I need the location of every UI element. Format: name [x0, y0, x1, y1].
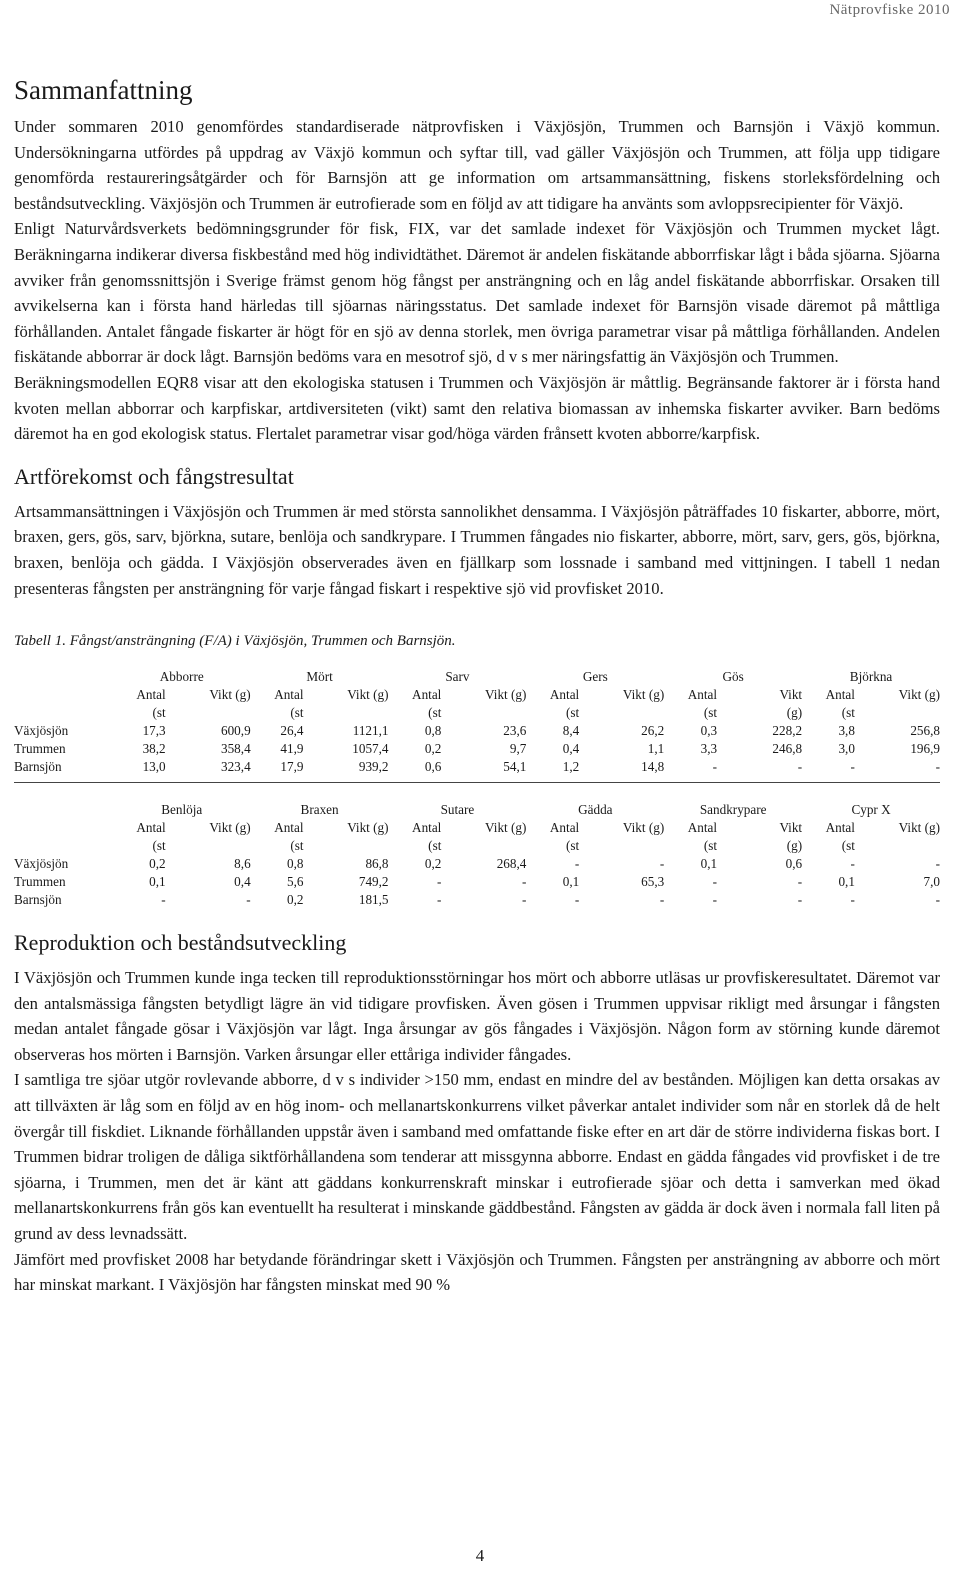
weight-value: 323,4: [220, 759, 251, 775]
reproduction-paragraph: Jämfört med provfisket 2008 har betydande förändringar skett i Växjösjön och Trummen. Fångsten per ansträngning av abborre och mört har minskat markant. I Växjösjön har fångsten minskat med 90 %: [14, 1249, 940, 1295]
count-value: 0,2: [287, 892, 304, 908]
weight-value: 358,4: [220, 741, 251, 757]
weight-value: -: [521, 892, 527, 908]
lake-name: Växjösjön: [14, 723, 69, 739]
count-value: 0,3: [700, 723, 718, 739]
unit-label-count: (st: [290, 838, 304, 854]
section-title-species: Artförekomst och fångstresultat: [14, 463, 294, 489]
summary-paragraph: Under sommaren 2010 genomfördes standardiserade nätprovfisken i Växjösjön, Trummen och Barnsjön i Växjö kommun. Undersökningarna utfördes på uppdrag av Växjö kommun och syftar till, vad gäller Växjösjön och Trummen, att följa upp tidigare genomförda restaureringsåtgärder och för Barnsjön att ge information om artsammansättning, fiskens storleksfördelning och beståndsutveckling. Växjösjön och Trummen är eutrofierade som en följd av att tidigare ha använts som avloppsrecipienter för Växjö.: [14, 117, 940, 213]
count-value: 0,1: [562, 874, 580, 890]
count-value: 3,8: [838, 723, 855, 739]
weight-value: -: [246, 892, 251, 908]
species-header: Cypr X: [851, 802, 891, 818]
weight-value: 0,4: [234, 874, 251, 890]
unit-label-weight: Vikt: [779, 687, 803, 703]
section-title-summary: Sammanfattning: [14, 75, 193, 105]
species-header: Sandkrypare: [699, 802, 767, 818]
species-header: Sarv: [445, 669, 470, 685]
unit-label-count: (st: [841, 705, 855, 721]
unit-label-weight: Vikt (g): [485, 820, 527, 836]
weight-value: -: [935, 892, 940, 908]
weight-value: 65,3: [641, 874, 665, 890]
unit-label-count: (st: [428, 705, 442, 721]
count-value: -: [161, 892, 166, 908]
unit-label-count: Antal: [825, 687, 855, 703]
summary-paragraph: Enligt Naturvårdsverkets bedömningsgrunder för fisk, FIX, var det samlade indexet för Växjösjön och Trummen mycket lågt. Beräkningarna indikerar diversa fiskbestånd med hög individtäthet. Däremot är andelen fiskätande abborrfiskar lågt i båda sjöarna. Sjöarna avviker från genomssnittsjön i Sverige främst genom hög fångst per ansträngning och en låg andel fiskätande abborrfiskar. Orsaken till avvikelserna kan i första hand härledas till sjöarnas näringsstatus. Det samlade indexet för Barnsjön visade däremot på måttliga förhållanden. Antalet fångade fiskarter är högt för en sjö av denna storlek, men övriga parametrar visar på måttliga förhållanden. Andelen fiskätande abborrar är dock lågt. Barnsjön bedöms vara en mesotrof sjö, d v s mer näringsfattig än Växjösjön och Trummen.: [14, 219, 940, 367]
catch-table-block: [14, 668, 940, 783]
weight-value: 749,2: [358, 874, 389, 890]
count-value: 0,4: [562, 741, 580, 757]
unit-label-count: Antal: [687, 820, 718, 836]
unit-label-weight: Vikt (g): [898, 687, 940, 703]
count-value: -: [436, 874, 442, 890]
weight-value: -: [521, 874, 527, 890]
weight-value: 268,4: [496, 856, 527, 872]
species-header: Braxen: [300, 802, 339, 818]
weight-value: -: [659, 892, 665, 908]
catch-table-block: [14, 801, 940, 909]
count-value: 5,6: [287, 874, 304, 890]
weight-value: 0,6: [785, 856, 803, 872]
unit-label-weight: Vikt (g): [485, 687, 527, 703]
count-value: 3,3: [700, 741, 718, 757]
table-row: [14, 891, 940, 909]
count-value: 38,2: [142, 741, 166, 757]
unit-label-weight: [166, 837, 251, 855]
table-row: [14, 740, 940, 758]
unit-label-weight: Vikt (g): [347, 687, 389, 703]
species-header: Abborre: [159, 669, 204, 685]
row-label-empty: [14, 819, 113, 837]
species-header: Sutare: [440, 802, 475, 818]
row-label-empty: [14, 668, 113, 686]
count-value: -: [574, 892, 580, 908]
unit-header-row: [14, 686, 940, 704]
unit-label-count: Antal: [825, 820, 855, 836]
table-row: [14, 873, 940, 891]
table-row: [14, 722, 940, 740]
count-value: -: [712, 759, 718, 775]
row-label-empty: [14, 686, 113, 704]
unit-header-row: [14, 837, 940, 855]
unit-label-weight: Vikt (g): [622, 820, 665, 836]
species-header-row: [14, 668, 940, 686]
unit-header-row: [14, 819, 940, 837]
weight-value: 54,1: [503, 759, 527, 775]
species-header-row: [14, 801, 940, 819]
unit-label-count: Antal: [549, 687, 580, 703]
count-value: 3,0: [838, 741, 855, 757]
running-header: Nätprovfiske 2010: [829, 2, 950, 18]
count-value: 26,4: [280, 723, 304, 739]
unit-label-count: (st: [703, 705, 718, 721]
page-number: 4: [475, 1546, 485, 1565]
count-value: -: [850, 759, 855, 775]
species-header: Björkna: [849, 669, 893, 685]
unit-label-count: Antal: [412, 687, 442, 703]
weight-value: 939,2: [358, 759, 389, 775]
unit-label-weight: Vikt (g): [898, 820, 940, 836]
weight-value: 23,6: [503, 723, 527, 739]
weight-value: 1121,1: [352, 723, 389, 739]
unit-label-count: Antal: [136, 687, 166, 703]
count-value: 0,1: [700, 856, 718, 872]
table-row: [14, 855, 940, 873]
count-value: 0,2: [424, 856, 442, 872]
count-value: -: [574, 856, 580, 872]
count-value: 0,6: [424, 759, 442, 775]
unit-label-weight: [441, 704, 526, 722]
weight-value: 7,0: [923, 874, 940, 890]
table-caption: Tabell 1. Fångst/ansträngning (F/A) i Växjösjön, Trummen och Barnsjön.: [14, 633, 456, 650]
species-header: Benlöja: [161, 802, 203, 818]
count-value: 0,8: [287, 856, 304, 872]
lake-name: Trummen: [14, 874, 66, 890]
unit-label-weight: Vikt (g): [622, 687, 665, 703]
unit-label-count: (st: [703, 838, 718, 854]
unit-label-count: Antal: [687, 687, 718, 703]
weight-value: 9,7: [509, 741, 527, 757]
weight-value: -: [797, 759, 803, 775]
weight-value: 228,2: [772, 723, 803, 739]
unit-label-count: Antal: [274, 820, 304, 836]
count-value: 8,4: [562, 723, 580, 739]
count-value: -: [850, 856, 855, 872]
unit-label-count: (st: [566, 838, 580, 854]
weight-value: 26,2: [641, 723, 665, 739]
count-value: 0,2: [424, 741, 442, 757]
species-header: Mört: [306, 669, 333, 685]
lake-name: Växjösjön: [14, 856, 69, 872]
lake-name: Barnsjön: [14, 759, 62, 775]
unit-label-weight: [855, 704, 940, 722]
unit-label-weight: Vikt: [779, 820, 803, 836]
count-value: 0,1: [149, 874, 166, 890]
unit-label-weight: Vikt (g): [347, 820, 389, 836]
count-value: -: [712, 892, 718, 908]
document-body: [14, 64, 940, 1298]
weight-value: 181,5: [358, 892, 389, 908]
weight-value: -: [797, 874, 803, 890]
weight-value: -: [797, 892, 803, 908]
weight-value: 600,9: [220, 723, 251, 739]
unit-label-count: (st: [841, 838, 855, 854]
weight-value: 1,1: [647, 741, 665, 757]
weight-value: -: [935, 759, 940, 775]
weight-value: -: [659, 856, 665, 872]
unit-label-weight: [441, 837, 526, 855]
unit-label-count: Antal: [136, 820, 166, 836]
unit-label-count: (st: [290, 705, 304, 721]
count-value: 0,1: [838, 874, 855, 890]
unit-label-count: Antal: [274, 687, 304, 703]
unit-label-weight: (g): [786, 705, 803, 721]
row-label-empty: [14, 801, 113, 819]
unit-label-weight: Vikt (g): [209, 687, 251, 703]
unit-label-count: (st: [152, 705, 166, 721]
catch-table-1: [14, 668, 940, 783]
count-value: 17,9: [280, 759, 304, 775]
unit-label-count: Antal: [412, 820, 442, 836]
unit-label-weight: [855, 837, 940, 855]
section-title-reproduction: Reproduktion och beståndsutveckling: [14, 930, 347, 956]
table-divider: [14, 776, 940, 783]
unit-label-count: Antal: [549, 820, 580, 836]
unit-label-weight: [304, 704, 389, 722]
unit-label-count: (st: [152, 838, 166, 854]
reproduction-paragraph: I samtliga tre sjöar utgör rovlevande abborre, d v s individer >150 mm, endast en mindre del av bestånden. Möjligen kan detta orsakas av att tillväxten är låg som en följd av en hög inom- och mellanartskonkurrens vilket påverkar antalet individer som når en storlek då de helt övergår till fiskdiet. Liknande förhållanden uppstår även i samband med omfattande fiske efter en art där de större individerna fiskas bort. I Trummen bidrar troligen de dåliga siktförhållandena som tenderar att missgynna abborre. Endast en gädda fångades vid provfisket i de tre sjöarna, i Trummen, men det är känt att gäddans konkurrenskraft minskar i eutrofierade sjöar och detta i samverkan med ökad mellanartskonkurrens från gös kan eventuellt ha resulterat i minskande gäddbestånd. Fångsten av gädda är dock även i normala fall liten på grund av dess levnadssätt.: [14, 1070, 940, 1244]
weight-value: -: [935, 856, 940, 872]
unit-label-count: (st: [428, 838, 442, 854]
count-value: -: [712, 874, 718, 890]
lake-name: Trummen: [14, 741, 66, 757]
weight-value: 1057,4: [352, 741, 389, 757]
row-label-empty: [14, 837, 113, 855]
weight-value: 196,9: [910, 741, 940, 757]
weight-value: 86,8: [365, 856, 389, 872]
count-value: 1,2: [562, 759, 580, 775]
count-value: 41,9: [280, 741, 304, 757]
unit-label-weight: [166, 704, 251, 722]
table-row: [14, 758, 940, 776]
weight-value: 8,6: [234, 856, 251, 872]
species-header: Gös: [722, 669, 744, 685]
count-value: -: [436, 892, 442, 908]
species-header: Gädda: [578, 802, 613, 818]
count-value: 17,3: [142, 723, 166, 739]
species-paragraph: Artsammansättningen i Växjösjön och Trummen är med största sannolikhet densamma. I Växjösjön påträffades 10 fiskarter, abborre, mört, braxen, gers, gös, sarv, björkna, sutare, benlöja och sandkrypare. I Trummen fångades nio fiskarter, abborre, mört, sarv, gers, gös, björkna, braxen, benlöja och gädda. I Växjösjön observerades även en fjällkarp som lossnade i samband med vittjningen. I tabell 1 nedan presenteras fångsten per ansträngning för varje fångad fiskart i respektive sjö vid provfisket 2010.: [14, 501, 940, 598]
species-header: Gers: [582, 669, 608, 685]
catch-table-2: [14, 801, 940, 909]
weight-value: 14,8: [641, 759, 665, 775]
count-value: -: [850, 892, 855, 908]
unit-label-weight: (g): [786, 838, 803, 854]
lake-name: Barnsjön: [14, 892, 62, 908]
unit-label-count: (st: [566, 705, 580, 721]
weight-value: 246,8: [772, 741, 803, 757]
unit-label-weight: [304, 837, 389, 855]
count-value: 13,0: [142, 759, 166, 775]
unit-label-weight: [579, 704, 664, 722]
count-value: 0,2: [149, 856, 166, 872]
unit-header-row: [14, 704, 940, 722]
unit-label-weight: Vikt (g): [209, 820, 251, 836]
unit-label-weight: [579, 837, 664, 855]
count-value: 0,8: [424, 723, 442, 739]
row-label-empty: [14, 704, 113, 722]
reproduction-paragraph: I Växjösjön och Trummen kunde inga tecken till reproduktionsstörningar hos mört och abborre utläsas ur provfiskeresultatet. Däremot var den antalsmässiga fångsten betydligt lägre än vid tidigare provfisken. Även gösen i Trummen uppvisar rikligt med årsungar i fångsten medan antalet fångade gösar i Växjösjön var lågt. Inga årsungar av gös fångades i Växjösjön. Någon form av störning kunde däremot observeras hos mörten i Barnsjön. Varken årsungar eller ettåriga individer fångades.: [14, 968, 940, 1064]
summary-paragraph: Beräkningsmodellen EQR8 visar att den ekologiska statusen i Trummen och Växjösjön är måttlig. Begränsande faktorer är i första hand kvoten mellan abborrar och karpfiskar, artdiversiteten (vikt) samt den relativa biomassan av inhemska fiskarter avviker. Barn bedöms däremot ha en god ekologisk status. Flertalet parametrar visar god/höga värden frånsett kvoten abborre/karpfisk.: [14, 372, 940, 444]
divider-line: [14, 776, 940, 783]
weight-value: 256,8: [910, 723, 940, 739]
